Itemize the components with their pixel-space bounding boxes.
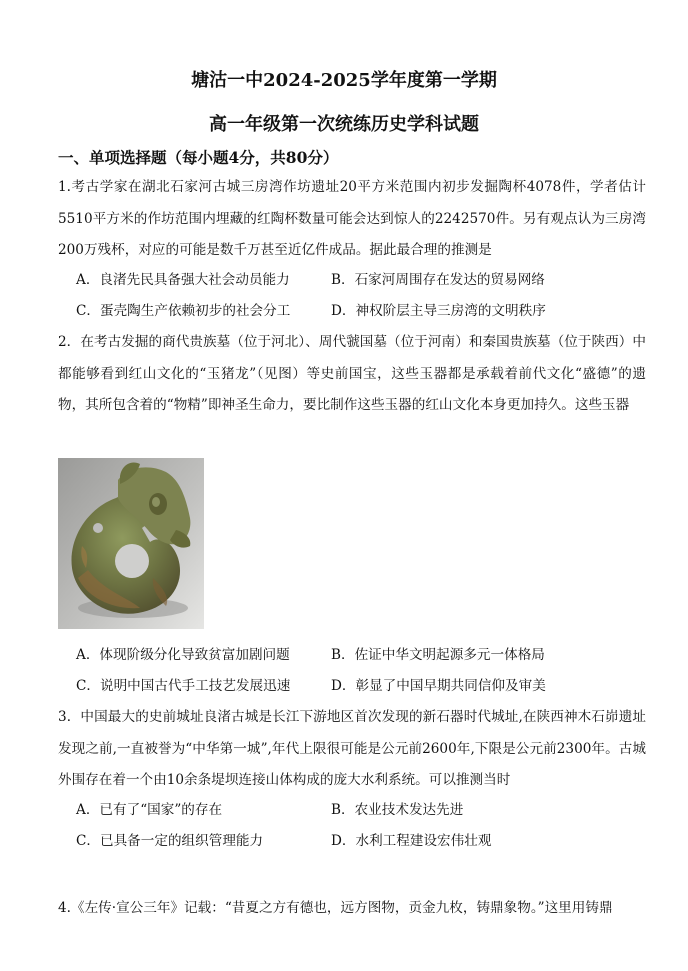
exam-title-line2: 高一年级第一次统练历史学科试题 (209, 114, 479, 135)
section-heading: 一、单项选择题（每小题4分，共80分） (58, 148, 339, 167)
option-c: C．蛋壳陶生产依赖初步的社会分工 (76, 303, 291, 319)
option-d: D．水利工程建设宏伟壮观 (331, 833, 492, 849)
question-1-stem: 1.考古学家在湖北石家河古城三房湾作坊遗址20平方米范围内初步发掘陶杯4078件，学者估计5510平方米的作坊范围内埋藏的红陶杯数量可能会达到惊人的2242570件。另有观点认为三房湾200万残杯，对应的可能是数千万甚至近亿件成品。据此最合理的推测是 (58, 179, 646, 258)
question-1-options (76, 265, 646, 327)
question-3-options (76, 795, 646, 857)
option-c: C．已具备一定的组织管理能力 (76, 833, 264, 849)
option-d: D．神权阶层主导三房湾的文明秩序 (331, 303, 546, 319)
question-2-stem: 2．在考古发掘的商代贵族墓（位于河北）、周代虢国墓（位于河南）和秦国贵族墓（位于陕西）中都能够看到红山文化的“玉猪龙”（见图）等史前国宝，这些玉器都是承载着前代文化“盛德”的遗物，其所包含着的“物精”即神圣生命力，要比制作这些玉器的红山文化本身更加持久。这些玉器 (58, 334, 646, 413)
question-2-options (76, 640, 646, 702)
jade-pig-dragon-image (58, 458, 204, 629)
question-4-stem: 4.《左传·宣公三年》记载：“昔夏之方有德也，远方图物，贡金九枚，铸鼎象物。”这里用铸鼎 (58, 900, 613, 916)
option-a: A．良渚先民具备强大社会动员能力 (76, 272, 290, 288)
option-b: B．农业技术发达先进 (331, 802, 464, 818)
option-a: A．体现阶级分化导致贫富加剧问题 (76, 647, 290, 663)
option-b: B．石家河周围存在发达的贸易网络 (331, 272, 545, 288)
option-c: C．说明中国古代手工技艺发展迅速 (76, 678, 291, 694)
question-3-stem: 3．中国最大的史前城址良渚古城是长江下游地区首次发现的新石器时代城址,在陕西神木石峁遗址发现之前,一直被誉为“中华第一城”,年代上限很可能是公元前2600年,下限是公元前2300年。古城外围存在着一个由10余条堤坝连接山体构成的庞大水利系统。可以推测当时 (58, 709, 646, 788)
option-a: A．已有了“国家”的存在 (76, 802, 223, 818)
option-b: B．佐证中华文明起源多元一体格局 (331, 647, 545, 663)
exam-title-line1: 塘沽一中2024-2025学年度第一学期 (191, 70, 497, 91)
option-d: D．彰显了中国早期共同信仰及审美 (331, 678, 546, 694)
